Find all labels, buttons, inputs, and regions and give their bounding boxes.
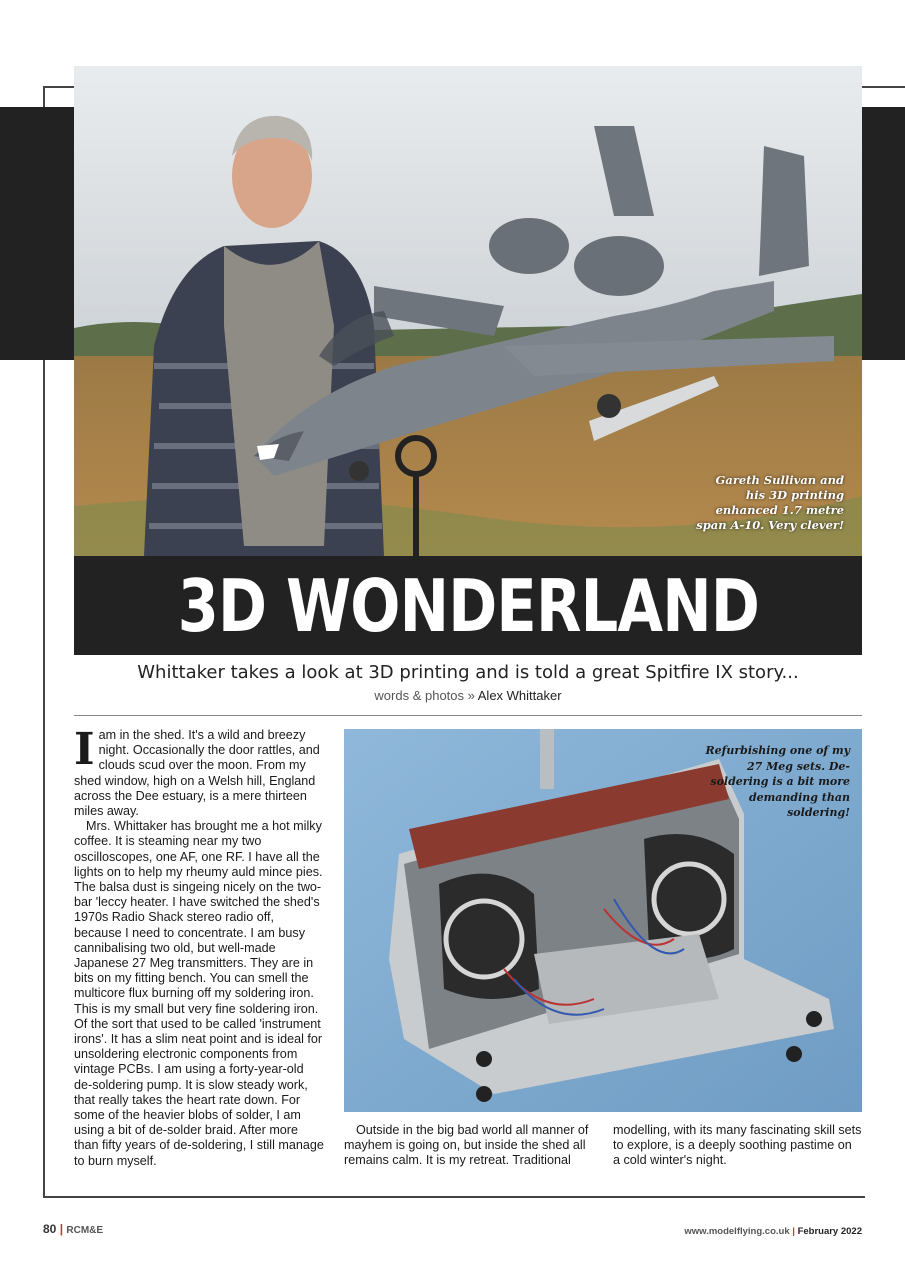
body-paragraph-3: Outside in the big bad world all manner of mayhem is going on, but inside the shed all remains calm. It is my retreat. Traditional bbox=[344, 1123, 589, 1168]
standfirst: Whittaker takes a look at 3D printing and is told a great Spitfire IX story... bbox=[137, 662, 799, 683]
drop-cap: I bbox=[74, 724, 95, 775]
page-number: 80 bbox=[43, 1222, 57, 1236]
body-column-1 bbox=[74, 724, 324, 1169]
transmitter-photo bbox=[344, 729, 862, 1112]
hero-photo-caption: Gareth Sullivan and his 3D printing enhanced 1.7 metre span A-10. Very clever! bbox=[696, 473, 844, 532]
article-title: 3D WONDERLAND bbox=[177, 563, 759, 648]
frame-top-right-line bbox=[862, 86, 905, 88]
body-column-3 bbox=[613, 1123, 862, 1169]
issue-date: February 2022 bbox=[797, 1226, 862, 1237]
byline-prefix: words & photos » bbox=[374, 688, 478, 703]
body-paragraph-1-text: am in the shed. It's a wild and breezy night. Occasionally the door rattles, and clouds scud over the moon. From my shed window, high on a Welsh hill, England across the Dee estuary, is a mere thirteen miles away. bbox=[74, 728, 320, 819]
footer-separator-left: | bbox=[59, 1222, 64, 1236]
byline-author: Alex Whittaker bbox=[477, 688, 562, 703]
transmitter-photo-caption: Refurbishing one of my 27 Meg sets. De-soldering is a bit more demanding than soldering! bbox=[705, 744, 850, 819]
footer-separator-right: | bbox=[792, 1226, 795, 1237]
byline bbox=[74, 688, 862, 703]
dark-band-right bbox=[862, 107, 905, 360]
body-paragraph-1 bbox=[74, 724, 324, 819]
title-bar bbox=[74, 556, 862, 655]
footer-left bbox=[43, 1222, 103, 1236]
body-paragraph-4: modelling, with its many fascinating skill sets to explore, is a deeply soothing pastime on a cold winter's night. bbox=[613, 1123, 862, 1168]
footer-right bbox=[684, 1226, 862, 1237]
hero-photo bbox=[74, 66, 862, 556]
body-column-2 bbox=[344, 1123, 599, 1169]
magazine-name: RCM&E bbox=[66, 1225, 104, 1236]
dark-band-left bbox=[0, 107, 74, 360]
body-paragraph-2: Mrs. Whittaker has brought me a hot milky coffee. It is steaming near my two oscilloscopes, one AF, one RF. I have all the lights on to help my rheumy auld mince pies. The balsa dust is singeing nicely on the two-bar 'leccy heater. I have switched the shed's 1970s Radio Shack stereo radio off, because I need to concentrate. I am busy cannibalising two old, but well-made Japanese 27 Meg transmitters. They are in bits on my fitting bench. You can smell the multicore flux burning off my soldering iron. This is my small but very fine soldering iron. Of the sort that used to be called 'instrument irons'. It has a slim neat point and is ideal for unsoldering electronic components from vintage PCBs. I am using a forty-year-old de-soldering pump. It is slow steady work, that really takes the heart rate down. For some of the heavier blobs of solder, I am using a bit of de-solder braid. After more than fifty years of de-soldering, I still manage to burn myself. bbox=[74, 819, 324, 1168]
website-link[interactable]: www.modelflying.co.uk bbox=[684, 1226, 790, 1237]
divider-rule bbox=[74, 715, 862, 716]
